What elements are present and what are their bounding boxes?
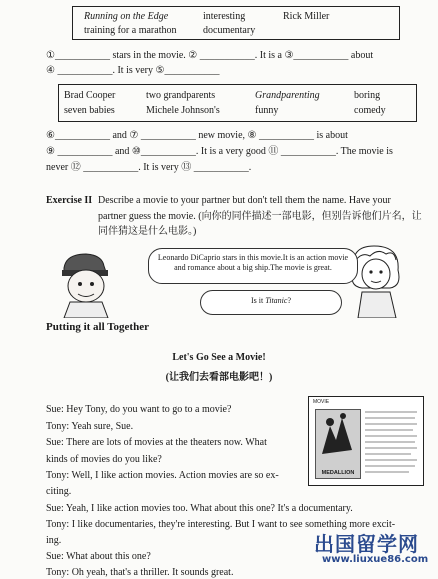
speech-bubble-boy: Leonardo DiCaprio stars in this movie.It is an action movie and romance about a big ship.The movie is great.: [148, 248, 358, 284]
poster-image: [315, 409, 361, 479]
word-box-2-item: Michele Johnson's: [146, 105, 220, 116]
watermark-cn: 出国留学网: [314, 532, 419, 556]
dialog-line: Sue: Yeah, I like action movies too. What about this one? It's a documentary.: [46, 503, 353, 514]
watermark-url: www.liuxue86.com: [322, 554, 429, 565]
word-box-1-item: Rick Miller: [283, 11, 330, 22]
fill-line: ①___________ stars in the movie. ② ___________. It is a ③___________ about: [46, 50, 374, 61]
poster-text-lines: [365, 409, 419, 479]
poster-title: MEDALLION: [321, 470, 355, 476]
word-box-2-item: Brad Cooper: [64, 90, 116, 101]
movie-poster: [308, 396, 424, 486]
word-box-2-item: two grandparents: [146, 90, 216, 101]
poster-figures-icon: [316, 410, 360, 462]
word-box-2-item: Grandparenting: [255, 90, 320, 101]
dialog-line: citing.: [46, 486, 72, 497]
fill-line: never ⑫ ___________. It is very ⑬ ___________.: [46, 162, 252, 173]
fill-line: ④ ___________. It is very ⑤___________: [46, 65, 220, 76]
dialog-line: Tony: I like documentaries, they're interesting. But I want to see something more excit-: [46, 519, 396, 530]
speech-bubble-girl: [200, 290, 342, 315]
exercise-text: partner guess the movie. (向你的同伴描述一部电影，但别告诉他们片名，让: [98, 211, 422, 222]
dialog-subtitle: (让我们去看部电影吧！): [165, 372, 273, 383]
dialog-line: Sue: What about this one?: [46, 551, 151, 562]
word-box-2-item: boring: [354, 90, 381, 101]
word-box-1-item: interesting: [203, 11, 246, 22]
dialog-line: Tony: Oh yeah, that's a thriller. It sounds great.: [46, 567, 234, 578]
word-box-2-item: comedy: [354, 105, 386, 116]
dialog-line: kinds of movies do you like?: [46, 454, 162, 465]
word-box-2-item: funny: [255, 105, 279, 116]
dialog-line: Sue: There are lots of movies at the theaters now. What: [46, 437, 267, 448]
fill-line: ⑨ ___________ and ⑩___________. It is a very good ⑪ ___________. The movie is: [46, 146, 393, 157]
word-box-1-item: Running on the Edge: [84, 11, 169, 22]
fill-line: ⑥___________ and ⑦ ___________ new movie, ⑧ ___________ is about: [46, 130, 348, 141]
bubble-text: ?: [287, 296, 292, 305]
dialog-line: ing.: [46, 535, 62, 546]
section-title: Putting it all Together: [46, 321, 149, 333]
bubble-text: Is it: [250, 296, 266, 305]
dialog-title: Let's Go See a Movie!: [172, 352, 266, 363]
exercise-text: 同伴猜这是什么电影。): [98, 226, 197, 237]
word-box-2-item: seven babies: [64, 105, 115, 116]
dialog-line: Tony: Well, I like action movies. Action movies are so ex-: [46, 470, 279, 481]
dialog-line: Tony: Yeah sure, Sue.: [46, 421, 134, 432]
word-box-1-item: documentary: [203, 25, 256, 36]
word-box-1-item: training for a marathon: [84, 25, 177, 36]
boy-illustration: [50, 248, 122, 318]
dialog-line: Sue: Hey Tony, do you want to go to a movie?: [46, 404, 232, 415]
poster-label: MOVIE: [313, 399, 330, 405]
exercise-text: Describe a movie to your partner but don't tell them the name. Have your: [98, 195, 391, 206]
exercise-label: Exercise II: [46, 195, 93, 206]
bubble-title: Titanic: [265, 296, 288, 305]
